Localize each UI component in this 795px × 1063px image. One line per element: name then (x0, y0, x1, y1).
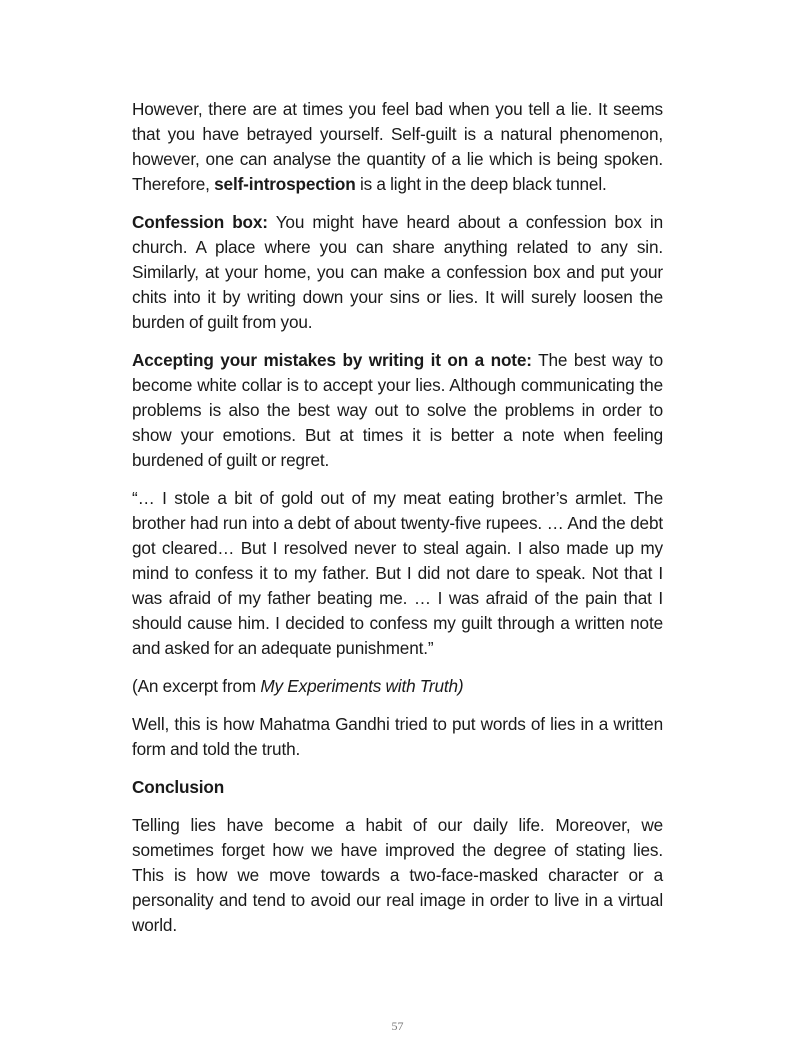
lead-in-confession-box: Confession box: (132, 212, 268, 232)
paragraph-text: is a light in the deep black tunnel. (355, 174, 607, 194)
citation-text: (An excerpt from (132, 676, 261, 696)
page-number: 57 (391, 1019, 404, 1033)
book-title: My Experiments with Truth) (260, 676, 464, 696)
paragraph-accepting-mistakes (132, 348, 663, 473)
quote-citation (132, 674, 663, 699)
paragraph-confession-box (132, 210, 663, 335)
paragraph-text: The best way to become white collar is to accept your lies. Although communicating the problems is also the best way out to solve the problems in order to show your emotions. But at times it is better a note when feeling burdened of guilt or regret. (132, 350, 663, 470)
page-body (132, 97, 663, 951)
paragraph-self-guilt (132, 97, 663, 197)
emphasis-self-introspection: self-introspection (214, 174, 356, 194)
paragraph-text: However, there are at times you feel bad when you tell a lie. It seems that you have betrayed yourself. Self-guilt is a natural phenomenon, however, one can analyse the quantity of a lie which is being spoken. Therefore, (132, 99, 663, 194)
paragraph-gandhi-summary: Well, this is how Mahatma Gandhi tried to put words of lies in a written form and told the truth. (132, 714, 663, 759)
lead-in-accepting-mistakes: Accepting your mistakes by writing it on a note: (132, 350, 532, 370)
section-heading-conclusion: Conclusion (132, 777, 225, 797)
block-quote-gandhi: “… I stole a bit of gold out of my meat eating brother’s armlet. The brother had run into a debt of about twenty-five rupees. … And the debt got cleared… But I resolved never to steal again. I also made up my mind to confess it to my father. But I did not dare to speak. Not that I was afraid of my father beating me. … I was afraid of the pain that I should cause him. I decided to confess my guilt through a written note and asked for an adequate punishment.” (132, 488, 663, 658)
paragraph-text: You might have heard about a confession box in church. A place where you can share anything related to any sin. Similarly, at your home, you can make a confession box and put your chits into it by writing down your sins or lies. It will surely loosen the burden of guilt from you. (132, 212, 663, 332)
paragraph-conclusion: Telling lies have become a habit of our daily life. Moreover, we sometimes forget how we have improved the degree of stating lies. This is how we move towards a two-face-masked character or a personality and tend to avoid our real image in order to live in a virtual world. (132, 815, 663, 935)
